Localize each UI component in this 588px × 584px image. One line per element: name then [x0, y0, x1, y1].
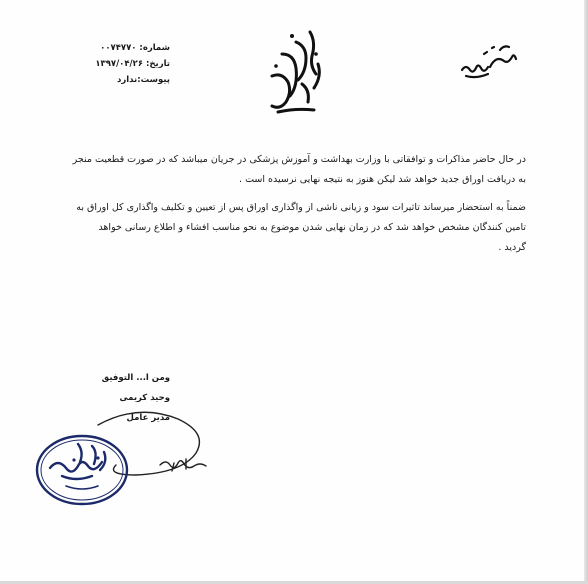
- page-edge-shadow: [584, 0, 588, 584]
- letter-attachment: پیوست:ندارد: [116, 75, 170, 85]
- signer-title: مدیر عامل: [126, 413, 170, 423]
- letter-body: [66, 150, 526, 258]
- bismillah-calligraphy: [456, 40, 522, 82]
- company-seal: [32, 430, 132, 508]
- body-line: تامین کنندگان مشخص خواهد شد که در زمان نهایی شدن موضوع به نحو مناسب افشاء و اطلاع رسانی خواهد: [98, 222, 526, 233]
- body-line: به دریافت اوراق جدید خواهد شد لیکن هنوز به نتیجه نهایی نرسیده است .: [239, 174, 526, 185]
- body-line: در حال حاضر مذاکرات و توافقاتی با وزارت بهداشت و آموزش پزشکی در جریان میباشد که در صورت قطعیت منجر: [72, 154, 526, 165]
- closing-salutation: ومن ا... التوفیق: [101, 373, 170, 383]
- body-line: گردید .: [498, 242, 526, 253]
- body-line: ضمناً به استحضار میرساند تاثیرات سود و زیانی ناشی از واگذاری اوراق پس از تعیین و تکلیف واگذاری کل اوراق به: [76, 202, 526, 213]
- letter-number: شماره: ۰۰۷۴۷۷۰: [100, 43, 170, 53]
- letter-metadata: [60, 40, 170, 88]
- letter-date: تاریخ: ۱۳۹۷/۰۴/۲۶: [95, 59, 170, 69]
- signer-name: وحید کریمی: [119, 393, 170, 403]
- company-logo: [258, 24, 338, 124]
